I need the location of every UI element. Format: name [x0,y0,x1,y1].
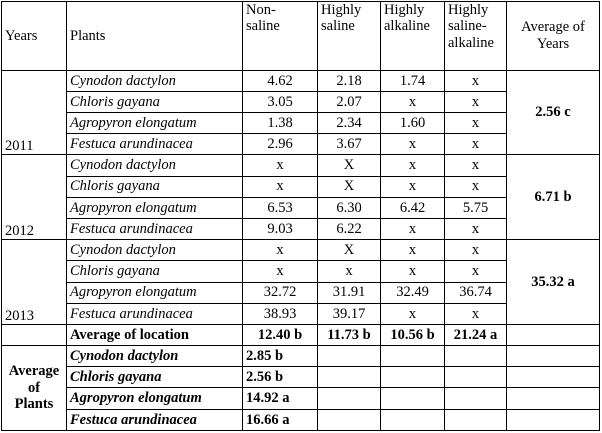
plant-name: Agropyron elongatum [67,388,243,409]
value-cell: 3.05 [243,91,318,112]
value-cell: x [445,91,507,112]
empty-cell [445,346,507,367]
value-cell: x [381,261,445,282]
value-cell: 32.49 [381,282,445,303]
value-cell: x [318,261,381,282]
empty-cell [381,388,445,409]
plant-name: Cynodon dactylon [67,70,243,91]
average-of-location-label: Average of location [67,324,243,345]
value-cell: x [445,176,507,197]
location-average-value: 11.73 b [318,324,381,345]
value-cell: x [381,134,445,155]
table-row [2,155,600,176]
empty-cell [445,409,507,430]
value-cell: x [243,261,318,282]
plant-name: Chloris gayana [67,91,243,112]
empty-cell [445,367,507,388]
plant-average-value: 2.85 b [243,346,318,367]
header-row [2,2,600,71]
plant-name: Festuca arundinacea [67,218,243,239]
table-row [2,409,600,430]
year-average: 35.32 a [507,240,600,325]
value-cell: x [445,113,507,134]
value-cell: 6.42 [381,197,445,218]
value-cell: 9.03 [243,218,318,239]
header-plants: Plants [67,2,243,71]
empty-cell [507,388,600,409]
plant-name: Festuca arundinacea [67,303,243,324]
plant-average-value: 16.66 a [243,409,318,430]
header-years: Years [2,2,67,71]
value-cell: x [445,155,507,176]
value-cell: 6.30 [318,197,381,218]
header-highly-alkaline: Highly alkaline [381,2,445,71]
value-cell: x [381,176,445,197]
value-cell: 1.60 [381,113,445,134]
table-body [2,2,600,431]
value-cell: 4.62 [243,70,318,91]
value-cell: x [381,218,445,239]
value-cell: X [318,155,381,176]
value-cell: x [445,240,507,261]
header-non-saline: Non- saline [243,2,318,71]
plant-name: Festuca arundinacea [67,134,243,155]
plant-name: Chloris gayana [67,261,243,282]
value-cell: x [381,91,445,112]
value-cell: 2.34 [318,113,381,134]
value-cell: 5.75 [445,197,507,218]
value-cell: x [381,155,445,176]
plant-name: Chloris gayana [67,367,243,388]
value-cell: 39.17 [318,303,381,324]
plant-name: Agropyron elongatum [67,197,243,218]
header-highly-saline: Highly saline [318,2,381,71]
year-cell: 2013 [2,240,67,325]
value-cell: x [445,218,507,239]
average-of-location-row [2,324,600,345]
value-cell: 1.74 [381,70,445,91]
empty-cell [381,409,445,430]
empty-cell [507,346,600,367]
value-cell: x [445,303,507,324]
empty-cell [507,409,600,430]
header-average-of-years: Average of Years [507,2,600,71]
table-row [2,240,600,261]
value-cell: 6.22 [318,218,381,239]
value-cell: 2.96 [243,134,318,155]
year-average: 6.71 b [507,155,600,240]
plant-name: Cynodon dactylon [67,155,243,176]
value-cell: X [318,176,381,197]
empty-cell [318,388,381,409]
year-average: 2.56 c [507,70,600,155]
value-cell: x [381,303,445,324]
value-cell: x [445,70,507,91]
value-cell: x [243,176,318,197]
plant-name: Agropyron elongatum [67,282,243,303]
value-cell: x [381,240,445,261]
results-table [1,1,600,431]
plant-name: Festuca arundinacea [67,409,243,430]
header-highly-saline-alkaline: Highly saline- alkaline [445,2,507,71]
value-cell: 2.07 [318,91,381,112]
empty-cell [318,346,381,367]
table-row [2,388,600,409]
location-average-value: 10.56 b [381,324,445,345]
plant-name: Chloris gayana [67,176,243,197]
value-cell: 2.18 [318,70,381,91]
empty-cell [381,367,445,388]
year-cell: 2012 [2,155,67,240]
plant-average-value: 14.92 a [243,388,318,409]
value-cell: 6.53 [243,197,318,218]
table-row [2,70,600,91]
table-row [2,367,600,388]
empty-cell [318,409,381,430]
empty-cell [507,324,600,345]
value-cell: 32.72 [243,282,318,303]
plant-name: Agropyron elongatum [67,113,243,134]
value-cell: 31.91 [318,282,381,303]
plant-name: Cynodon dactylon [67,346,243,367]
value-cell: x [445,134,507,155]
value-cell: x [243,240,318,261]
location-average-value: 21.24 a [445,324,507,345]
plant-name: Cynodon dactylon [67,240,243,261]
average-of-plants-label: Average of Plants [2,346,67,431]
empty-cell [2,324,67,345]
value-cell: 1.38 [243,113,318,134]
plant-average-value: 2.56 b [243,367,318,388]
value-cell: x [243,155,318,176]
table-row [2,346,600,367]
empty-cell [318,367,381,388]
value-cell: 38.93 [243,303,318,324]
value-cell: 3.67 [318,134,381,155]
empty-cell [507,367,600,388]
year-cell: 2011 [2,70,67,155]
empty-cell [381,346,445,367]
value-cell: X [318,240,381,261]
value-cell: x [445,261,507,282]
empty-cell [445,388,507,409]
location-average-value: 12.40 b [243,324,318,345]
value-cell: 36.74 [445,282,507,303]
